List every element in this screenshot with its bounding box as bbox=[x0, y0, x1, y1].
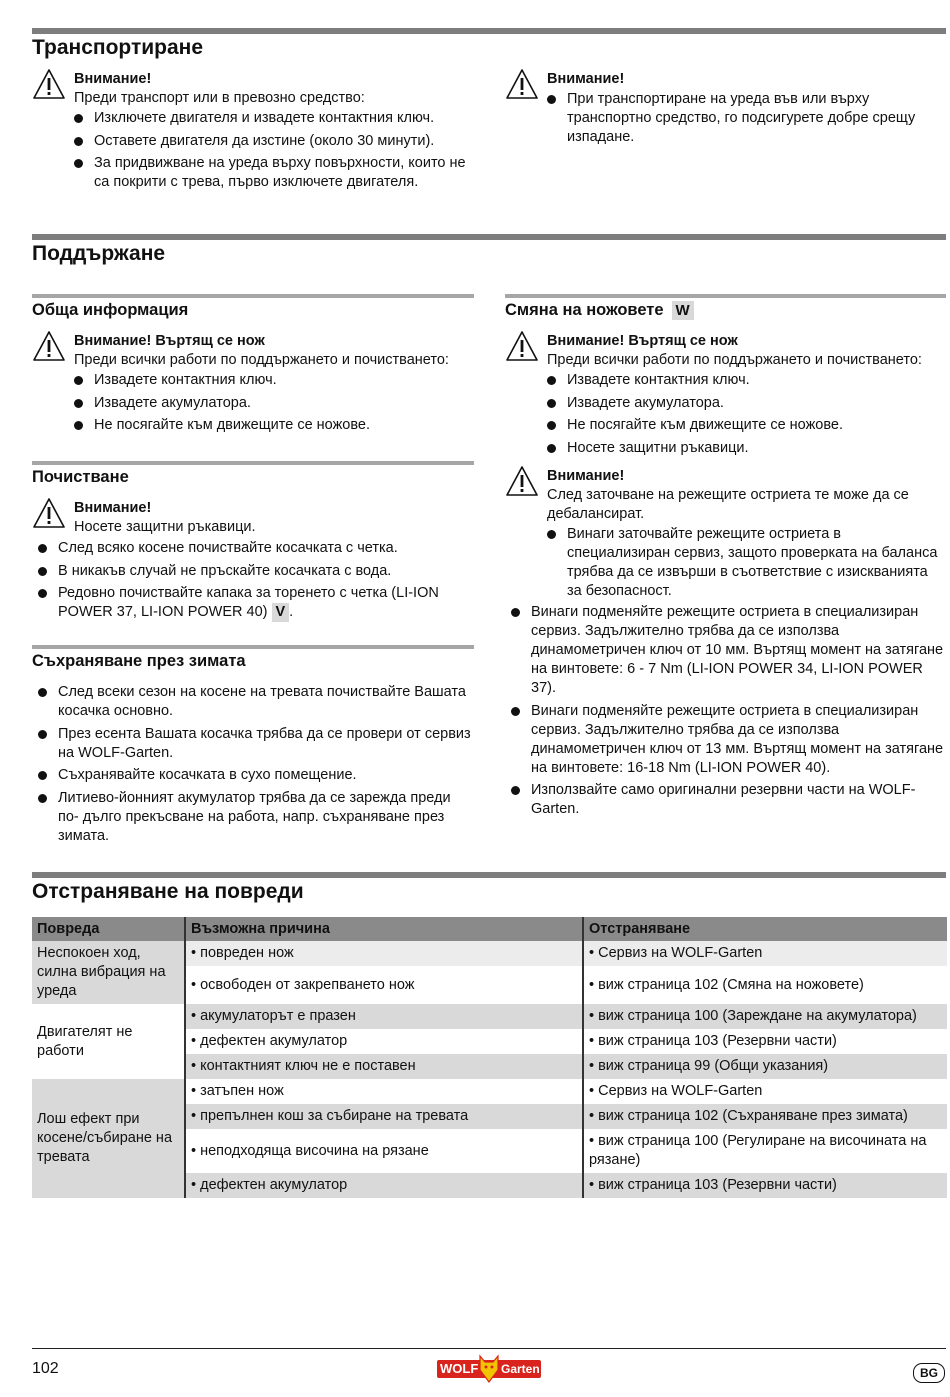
list-item: Изключете двигателя и извадете контактния ключ. bbox=[74, 109, 484, 128]
warning-title: Внимание! bbox=[74, 500, 152, 516]
warning-title: Внимание! bbox=[74, 71, 152, 87]
warning-intro: Преди всички работи по поддържането и почистването: bbox=[74, 352, 449, 368]
warning-intro: Преди всички работи по поддържането и почистването: bbox=[547, 352, 922, 368]
warning-list bbox=[74, 109, 484, 196]
list-item: Извадете акумулатора. bbox=[74, 394, 474, 413]
warning-triangle-icon bbox=[505, 68, 539, 100]
section-bar bbox=[32, 28, 946, 34]
list-item-text: Редовно почиствайте капака за торенето с четка (LI-ION POWER 37, LI-ION POWER 40) bbox=[58, 585, 439, 620]
wolf-head-icon bbox=[477, 1352, 501, 1384]
blades-list bbox=[511, 603, 947, 823]
subsection-title-blades bbox=[505, 300, 694, 320]
warning-list bbox=[547, 90, 945, 151]
fault-cell: Лош ефект при косене/събиране на тревата bbox=[32, 1079, 185, 1198]
remedy-cell: • виж страница 100 (Зареждане на акумулатора) bbox=[583, 1004, 947, 1029]
warning-intro: След заточване на режещите остриета те може да се дебалансират. bbox=[547, 487, 909, 522]
figure-ref-badge: W bbox=[672, 301, 694, 320]
subsection-bar bbox=[32, 645, 474, 649]
logo-text-left: WOLF bbox=[440, 1361, 479, 1376]
subsection-title-general: Обща информация bbox=[32, 301, 189, 319]
list-item: Извадете контактния ключ. bbox=[547, 371, 947, 390]
cause-cell: • контактният ключ не е поставен bbox=[185, 1054, 583, 1079]
list-item: При транспортиране на уреда във или върху транспортно средство, го подсигурете добре срещу изпадане. bbox=[547, 90, 945, 147]
list-item: Не посягайте към движещите се ножове. bbox=[547, 416, 947, 435]
warning-triangle-icon bbox=[505, 465, 539, 497]
warning-box-cleaning bbox=[32, 497, 482, 539]
warning-box-blades bbox=[505, 330, 950, 460]
warning-list bbox=[547, 525, 945, 605]
warning-box-transport-right bbox=[505, 68, 945, 158]
fault-cell: Двигателят не работи bbox=[37, 1023, 133, 1059]
section-title-transport: Транспортиране bbox=[32, 36, 204, 59]
warning-title: Внимание! bbox=[547, 468, 625, 484]
list-item: Използвайте само оригинални резервни части на WOLF-Garten. bbox=[511, 781, 947, 819]
cleaning-list bbox=[38, 539, 474, 626]
list-item bbox=[38, 584, 474, 622]
list-item: Не посягайте към движещите се ножове. bbox=[74, 416, 474, 435]
remedy-cell: • виж страница 99 (Общи указания) bbox=[583, 1054, 947, 1079]
column-header: Повреда bbox=[32, 917, 185, 941]
list-item: Винаги заточвайте режещите остриета в специализиран сервиз, защото проверката на баланса трябва да се извърши в съответствие с изискванията за безопасност. bbox=[547, 525, 945, 601]
cause-cell: • дефектен акумулатор bbox=[185, 1173, 583, 1198]
warning-box-transport-left bbox=[32, 68, 482, 198]
list-item: Носете защитни ръкавици. bbox=[547, 439, 947, 458]
remedy-cell: • Сервиз на WOLF-Garten bbox=[583, 941, 947, 966]
section-title-maintenance: Поддържане bbox=[32, 242, 166, 265]
section-bar bbox=[32, 234, 946, 240]
table-row bbox=[32, 1004, 947, 1029]
fault-cell: Неспокоен ход, силна вибрация на уреда bbox=[32, 941, 185, 1004]
warning-triangle-icon bbox=[505, 330, 539, 362]
warning-list bbox=[74, 371, 474, 439]
warning-title: Внимание! Въртящ се нож bbox=[547, 333, 738, 349]
subsection-title-winter: Съхраняване през зимата bbox=[32, 652, 246, 670]
wolf-garten-logo bbox=[437, 1352, 541, 1384]
list-item: За придвижване на уреда върху повърхности, които не са покрити с трева, първо изключете двигателя. bbox=[74, 154, 484, 192]
cause-cell: • освободен от закрепването нож bbox=[185, 966, 583, 1004]
table-row bbox=[32, 941, 947, 966]
list-item: Извадете контактния ключ. bbox=[74, 371, 474, 390]
list-item: Съхранявайте косачката в сухо помещение. bbox=[38, 766, 474, 785]
warning-list bbox=[547, 371, 947, 461]
column-header: Възможна причина bbox=[185, 917, 583, 941]
table-row bbox=[32, 1079, 947, 1104]
list-item: Оставете двигателя да изстине (около 30 минути). bbox=[74, 132, 484, 151]
winter-list bbox=[38, 683, 474, 849]
warning-box-general bbox=[32, 330, 482, 440]
remedy-cell: • Сервиз на WOLF-Garten bbox=[583, 1079, 947, 1104]
table-header-row bbox=[32, 917, 947, 941]
list-item: Винаги подменяйте режещите остриета в специализиран сервиз. Задължително трябва да се използва динамометричен ключ от 10 мм. Въртящ момент на затягане на винтовете: 6 - 7 Nm (LI-ION POWER 34, LI-ION POWER 37). bbox=[511, 603, 947, 698]
list-item: Извадете акумулатора. bbox=[547, 394, 947, 413]
subsection-title-cleaning: Почистване bbox=[32, 468, 129, 486]
warning-triangle-icon bbox=[32, 68, 66, 100]
remedy-cell: • виж страница 103 (Резервни части) bbox=[583, 1173, 947, 1198]
subsection-bar bbox=[505, 294, 946, 298]
list-item: Литиево-йонният акумулатор трябва да се зарежда преди по- дълго прекъсване на работа, напр. съхраняване през зимата. bbox=[38, 789, 474, 846]
remedy-cell: • виж страница 102 (Смяна на ножовете) bbox=[583, 966, 947, 1004]
warning-box-sharpening bbox=[505, 465, 950, 605]
footer-rule bbox=[32, 1348, 946, 1349]
column-header: Отстраняване bbox=[583, 917, 947, 941]
list-item: Винаги подменяйте режещите остриета в специализиран сервиз. Задължително трябва да се използва динамометричен ключ от 13 мм. Въртящ момент на затягане на винтовете: 16-18 Nm (LI-ION POWER 40). bbox=[511, 702, 947, 778]
list-item: В никакъв случай не пръскайте косачката с вода. bbox=[38, 562, 474, 581]
cause-cell: • препълнен кош за събиране на тревата bbox=[185, 1104, 583, 1129]
section-title-troubleshooting: Отстраняване на повреди bbox=[32, 880, 304, 903]
remedy-cell: • виж страница 100 (Регулиране на височината на рязане) bbox=[583, 1129, 947, 1173]
warning-intro: Преди транспорт или в превозно средство: bbox=[74, 90, 365, 106]
page-number: 102 bbox=[32, 1360, 59, 1377]
remedy-cell: • виж страница 102 (Съхраняване през зимата) bbox=[583, 1104, 947, 1129]
list-item: След всеки сезон на косене на тревата почиствайте Вашата косачка основно. bbox=[38, 683, 474, 721]
figure-ref-badge: V bbox=[272, 603, 290, 622]
cause-cell: • неподходяща височина на рязане bbox=[185, 1129, 583, 1173]
list-item: След всяко косене почиствайте косачката с четка. bbox=[38, 539, 474, 558]
cause-cell: • затъпен нож bbox=[185, 1079, 583, 1104]
cause-cell: • дефектен акумулатор bbox=[185, 1029, 583, 1054]
troubleshooting-table bbox=[32, 917, 947, 1198]
badge-suffix: . bbox=[289, 604, 294, 620]
warning-triangle-icon bbox=[32, 497, 66, 529]
warning-title: Внимание! bbox=[547, 71, 625, 87]
cause-cell: • акумулаторът е празен bbox=[185, 1004, 583, 1029]
language-badge: BG bbox=[913, 1363, 945, 1383]
section-bar bbox=[32, 872, 946, 878]
subsection-title-text: Смяна на ножовете bbox=[505, 301, 664, 319]
warning-text: Носете защитни ръкавици. bbox=[74, 519, 256, 535]
subsection-bar bbox=[32, 461, 474, 465]
warning-title: Внимание! Въртящ се нож bbox=[74, 333, 265, 349]
subsection-bar bbox=[32, 294, 474, 298]
list-item: През есента Вашата косачка трябва да се провери от сервиз на WOLF-Garten. bbox=[38, 725, 474, 763]
warning-triangle-icon bbox=[32, 330, 66, 362]
remedy-cell: • виж страница 103 (Резервни части) bbox=[583, 1029, 947, 1054]
cause-cell: • повреден нож bbox=[185, 941, 583, 966]
logo-text-right: Garten bbox=[501, 1362, 540, 1376]
